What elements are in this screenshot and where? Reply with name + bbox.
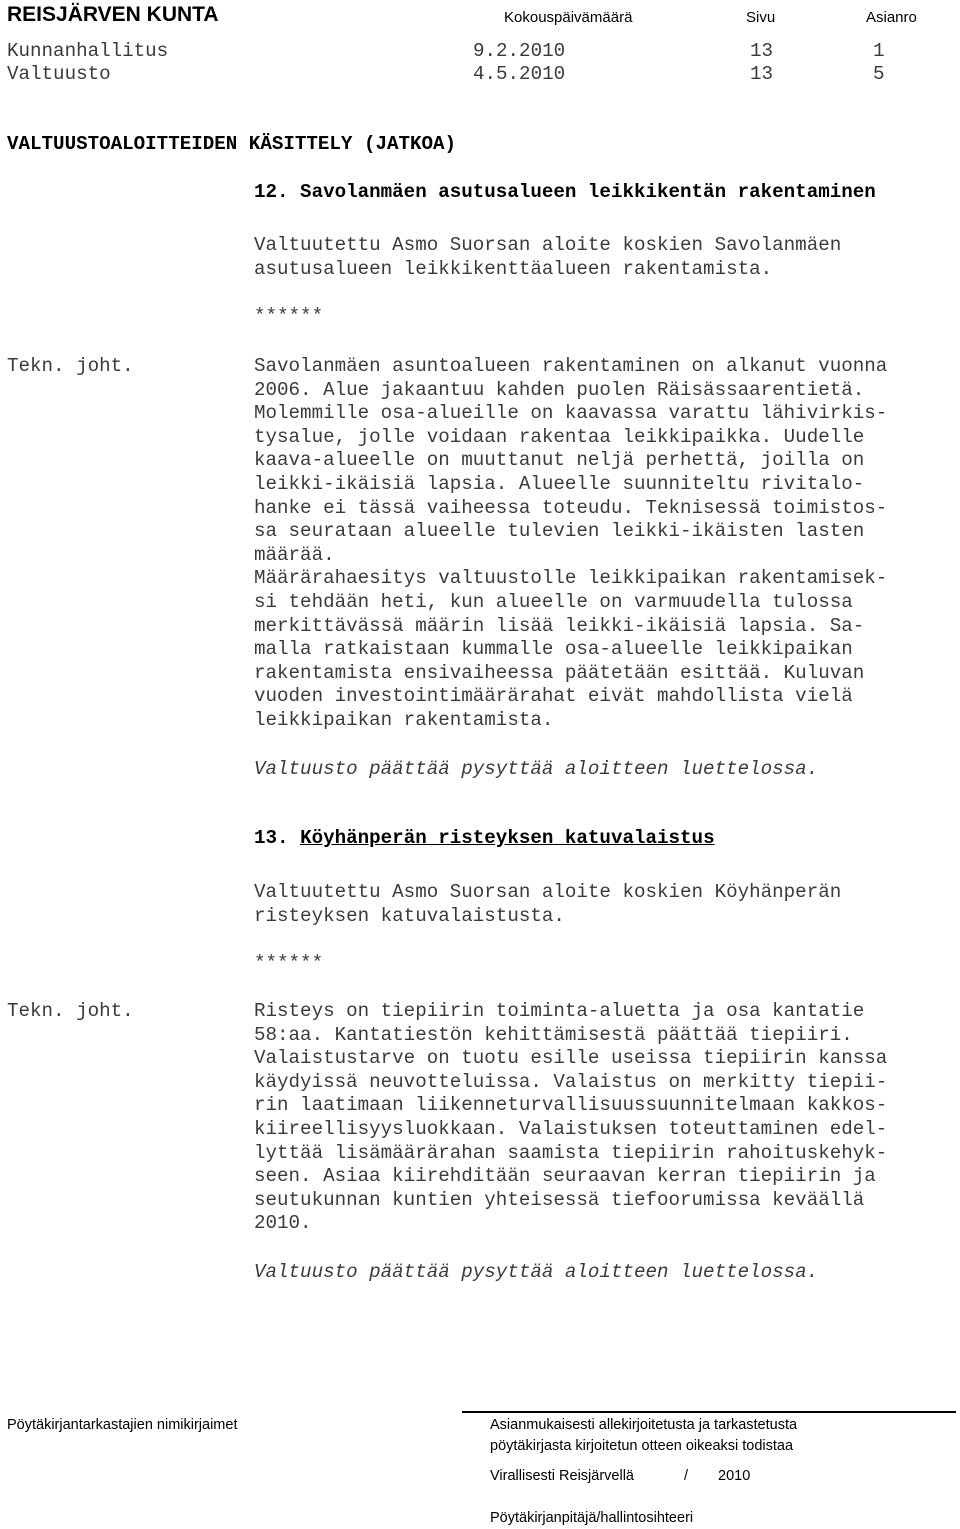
item-13-number: 13. [254, 827, 289, 849]
item-12-body: Savolanmäen asuntoalueen rakentaminen on alkanut vuonna 2006. Alue jakaantuu kahden puolen Räisässaarentietä. Molemmille osa-alueille on kaavassa varattu lähivirkis- tysalue, jolle voidaan rakentaa leikkipaikka. Uudelle kaava-alueelle on muuttanut neljä perhettä, joilla on leikki-ikäisiä lapsia. Alueelle suunniteltu rivitalo- hanke ei tässä vaiheessa toteudu. Teknisessä toimistos- sa seurataan alueelle tulevien leikki-ikäisten lasten määrää. Määrärahaesitys valtuustolle leikkipaikan rakentamisek- si tehdään heti, kun alueelle on varmuudella tulossa merkittävässä määrin lisää leikki-ikäisiä lapsia. Sa- malla ratkaistaan kummalle osa-alueelle leikkipaikan rakentamista ensivaiheessa päätetään esittää. Kuluvan vuoden investointimäärärahat eivät mahdollista vielä leikkipaikan rakentamista. [254, 355, 888, 731]
footer-divider [462, 1411, 956, 1413]
meeting-page-1: 13 [750, 40, 774, 62]
item-13-title [254, 827, 715, 851]
meeting-date-1: 9.2.2010 [473, 40, 566, 62]
organization-name: REISJÄRVEN KUNTA [7, 3, 219, 26]
item-13-separator: ****** [254, 952, 324, 974]
item-13-decision: Valtuusto päättää pysyttää aloitteen luettelossa. [254, 1261, 819, 1283]
footer-signer-label: Pöytäkirjanpitäjä/hallintosihteeri [490, 1510, 694, 1526]
section-title: VALTUUSTOALOITTEIDEN KÄSITTELY (JATKOA) [7, 133, 457, 155]
item-12-separator: ****** [254, 305, 324, 327]
footer-initials-label: Pöytäkirjantarkastajien nimikirjaimet [7, 1417, 238, 1433]
column-header-item-number: Asianro [866, 9, 917, 26]
meeting-body-1: Kunnanhallitus [7, 40, 169, 62]
meeting-body-2: Valtuusto [7, 63, 111, 85]
item-13-body: Risteys on tiepiirin toiminta-aluetta ja osa kantatie 58:aa. Kantatiestön kehittämisestä päättää tiepiiri. Valaistustarve on tuotu esille useissa tiepiirin kanssa käydyissä neuvotteluissa. Valaistus on merkitty tiepii- rin laatimaan liikenneturvallisuussuunnitelmaan kakkos- kiireellisyysluokkaan. Valaistuksen toteuttaminen edel- lyttää lisämäärärahan saamista tiepiirin rahoituskehyk- seen. Asiaa kiirehditään seuraavan kerran tiepiirin ja seutukunnan kuntien yhteisessä tiefoorumissa keväällä 2010. [254, 1000, 888, 1235]
item-12-intro: Valtuutettu Asmo Suorsan aloite koskien Savolanmäen asutusalueen leikkikenttäalueen rakentamista. [254, 234, 842, 280]
footer-certify-line-1: Asianmukaisesti allekirjoitetusta ja tarkastetusta [490, 1417, 798, 1433]
footer-official-place: Virallisesti Reisjärvellä [490, 1468, 634, 1484]
footer-official-year: 2010 [718, 1468, 751, 1484]
item-12-presenter-label: Tekn. joht. [7, 355, 134, 377]
item-13-intro: Valtuutettu Asmo Suorsan aloite koskien Köyhänperän risteyksen katuvalaistusta. [254, 881, 842, 927]
meeting-page-2: 13 [750, 63, 774, 85]
meeting-date-2: 4.5.2010 [473, 63, 566, 85]
item-13-presenter-label: Tekn. joht. [7, 1000, 134, 1022]
footer-certify-line-2: pöytäkirjasta kirjoitetun otteen oikeaksi todistaa [490, 1438, 794, 1454]
column-header-page: Sivu [746, 9, 776, 26]
meeting-item-1: 1 [873, 40, 885, 62]
item-12-title: 12. Savolanmäen asutusalueen leikkikentän rakentaminen [254, 181, 876, 203]
footer-official-separator: / [684, 1468, 689, 1484]
meeting-item-2: 5 [873, 63, 885, 85]
item-12-decision: Valtuusto päättää pysyttää aloitteen luettelossa. [254, 758, 819, 780]
item-13-title-text: Köyhänperän risteyksen katuvalaistus [300, 827, 715, 849]
column-header-date: Kokouspäivämäärä [504, 9, 633, 26]
